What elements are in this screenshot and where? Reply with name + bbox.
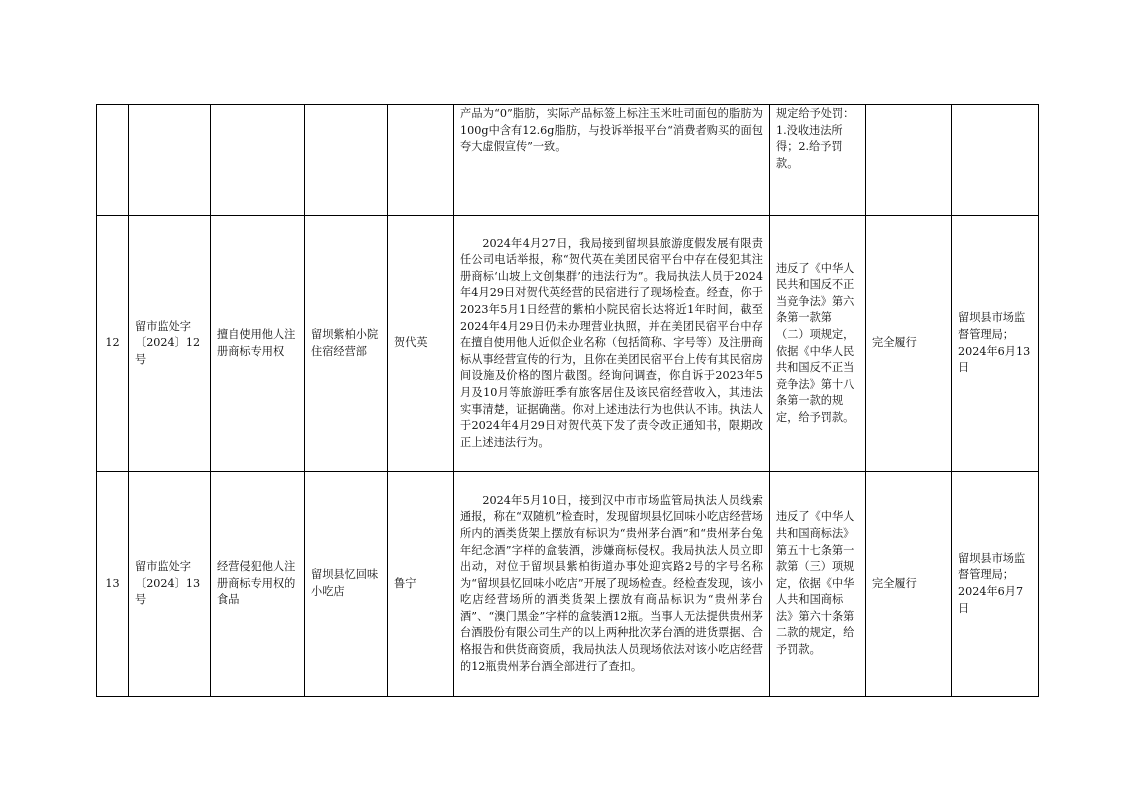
- legal-representative: 鲁宁: [388, 472, 454, 697]
- issuing-authority: 留坝县市场监督管理局；2024年6月7日: [952, 472, 1039, 697]
- penalty-basis: 违反了《中华人民共和国反不正当竞争法》第六条第一款第（二）项规定，依据《中华人民共和国反不正当竞争法》第十八条第一款的规定，给予罚款。: [770, 216, 866, 472]
- penalty-basis: 违反了《中华人共和国商标法》第五十七条第一款第（三）项规定，依据《中华人共和国商标法》第六十条第二款的规定，给予罚款。: [770, 472, 866, 697]
- row-number: 13: [97, 472, 129, 697]
- issuing-authority: 留坝县市场监督管理局；2024年6月13日: [952, 216, 1039, 472]
- case-facts: [454, 216, 770, 472]
- table-row: [97, 472, 1039, 697]
- row-number: [97, 105, 129, 216]
- party-name: [305, 105, 388, 216]
- execution-status: 完全履行: [866, 216, 952, 472]
- decision-number: 留市监处字〔2024〕13号: [129, 472, 211, 697]
- issuing-authority: [952, 105, 1039, 216]
- table-row: [97, 105, 1039, 216]
- legal-representative: 贺代英: [388, 216, 454, 472]
- party-name: 留坝县忆回味小吃店: [305, 472, 388, 697]
- party-name: 留坝紫柏小院住宿经营部: [305, 216, 388, 472]
- case-facts: [454, 472, 770, 697]
- row-number: 12: [97, 216, 129, 472]
- penalty-basis: 规定给予处罚：1.没收违法所得；2.给予罚款。: [770, 105, 866, 216]
- violation-type: 经营侵犯他人注册商标专用权的食品: [211, 472, 305, 697]
- violation-type: [211, 105, 305, 216]
- decision-number: 留市监处字〔2024〕12号: [129, 216, 211, 472]
- table-row: [97, 216, 1039, 472]
- case-facts: [454, 105, 770, 216]
- execution-status: [866, 105, 952, 216]
- case-facts-text: 产品为“0”脂肪，实际产品标签上标注玉米吐司面包的脂肪为100g中含有12.6g脂肪，与投诉举报平台“消费者购买的面包夸大虚假宣传”一致。: [460, 107, 763, 154]
- case-facts-text: 2024年4月27日，我局接到留坝县旅游度假发展有限责任公司电话举报，称“贺代英在美团民宿平台中存在侵犯其注册商标‘山坡上文创集群’的违法行为”。我局执法人员于2024年4月29日对贺代英经营的民宿进行了现场检查。经查，你于2023年5月1日经营的紫柏小院民宿长达将近1年时间，截至2024年4月29日仍未办理营业执照，并在美团民宿平台中存在擅自使用他人近似企业名称（包括简称、字号等）及注册商标从事经营宣传的行为，且你在美团民宿平台上传有其民宿房间设施及价格的图片截图。经询问调查，你自诉于2023年5月及10月等旅游旺季有旅客居住及该民宿经营收入，其违法实事清楚，证据确凿。你对上述违法行为也供认不讳。执法人于2024年4月29日对贺代英下发了责令改正通知书，限期改正上述违法行为。: [460, 236, 763, 449]
- violation-type: 擅自使用他人注册商标专用权: [211, 216, 305, 472]
- execution-status: 完全履行: [866, 472, 952, 697]
- decision-number: [129, 105, 211, 216]
- case-facts-text: 2024年5月10日，接到汉中市市场监管局执法人员线索通报，称在“双随机”检查时，发现留坝县忆回味小吃店经营场所内的酒类货架上摆放有标识为“贵州茅台酒”和“贵州茅台兔年纪念酒”字样的盒装酒，涉嫌商标侵权。我局执法人员立即出动，对位于留坝县紫柏街道办事处迎宾路2号的字号名称为“留坝县忆回味小吃店”开展了现场检查。经检查发现，该小吃店经营场所的酒类货架上摆放有商品标识为“贵州茅台酒”、“澳门黑金”字样的盒装酒12瓶。当事人无法提供贵州茅台酒股份有限公司生产的以上两种批次茅台酒的进货票据、合格报告和供货商资质，我局执法人员现场依法对该小吃店经营的12瓶贵州茅台酒全部进行了查扣。: [460, 493, 763, 673]
- penalty-records-table: [96, 104, 1039, 697]
- legal-representative: [388, 105, 454, 216]
